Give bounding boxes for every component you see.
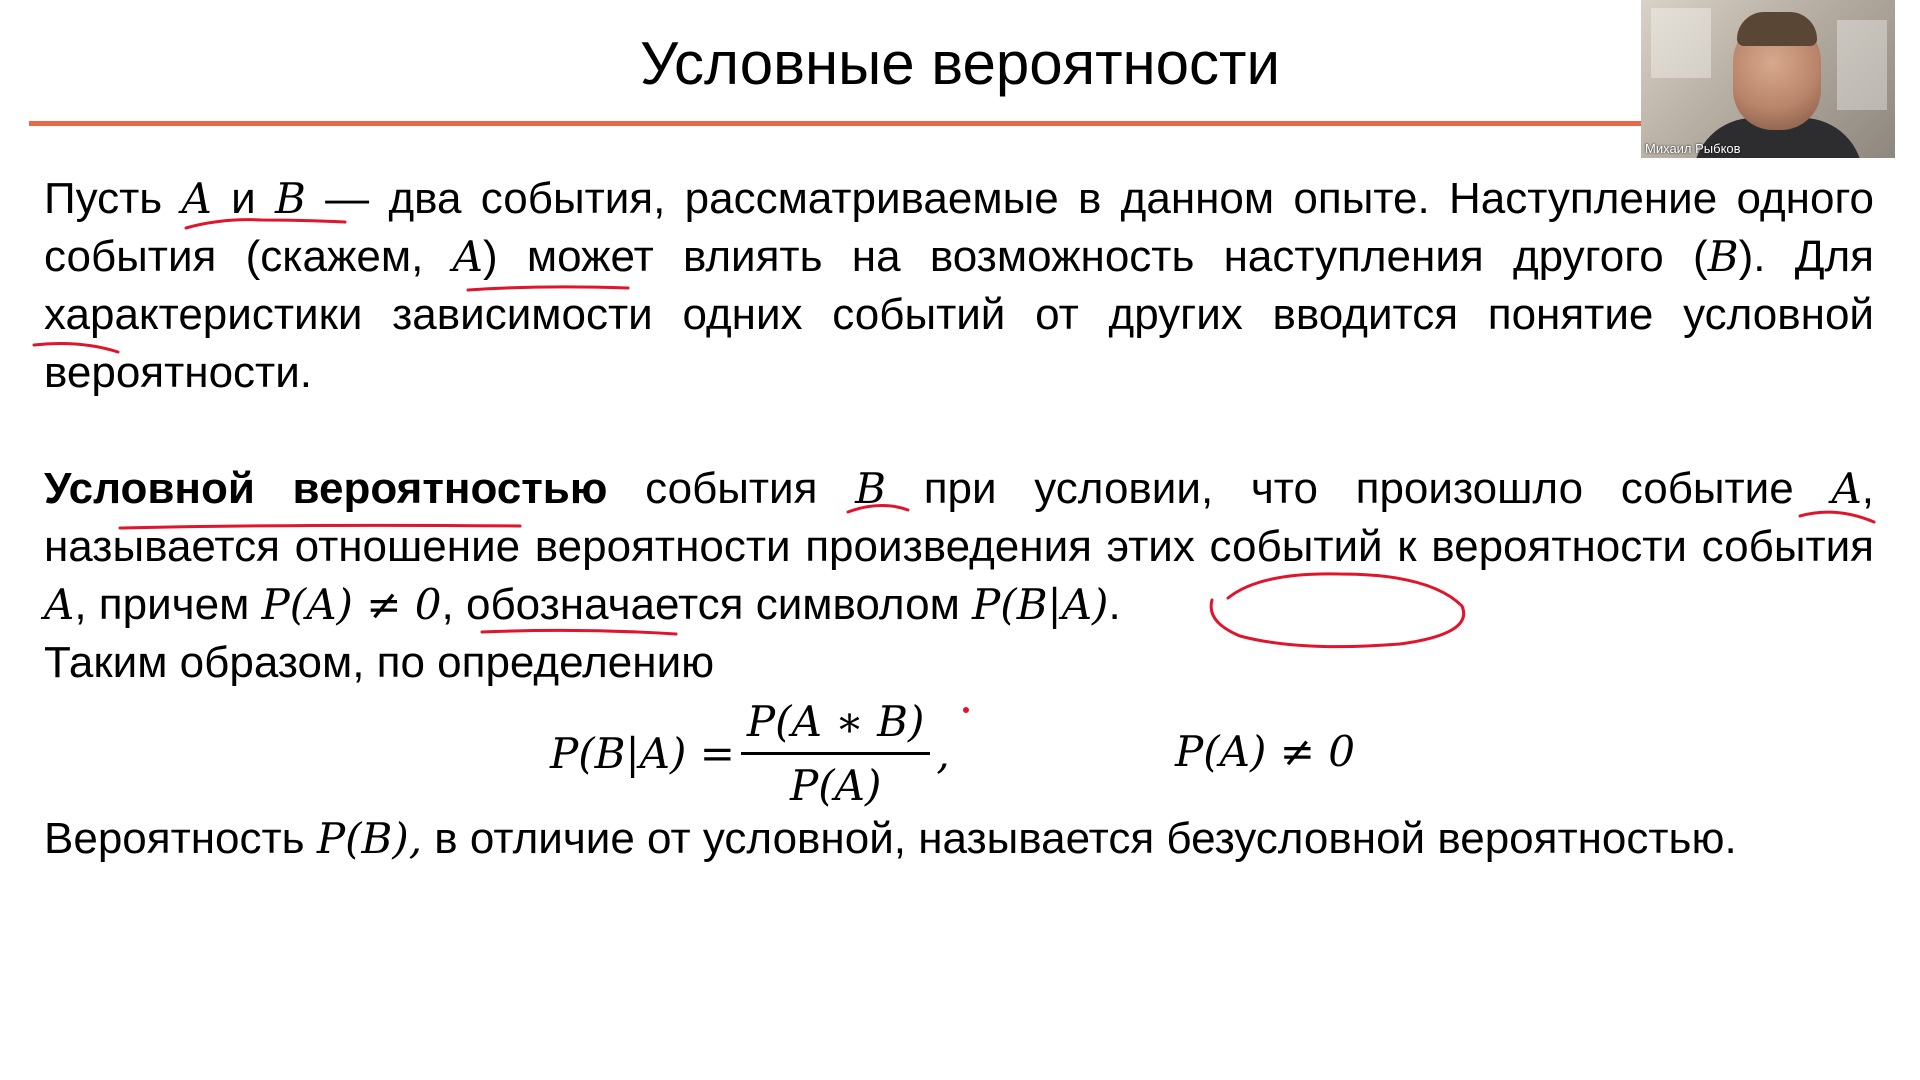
math-b: B bbox=[1707, 232, 1739, 281]
formula-denominator: P(A) bbox=[789, 760, 882, 810]
formula-numerator: P(A ∗ B) bbox=[741, 697, 930, 755]
math-pa-nonzero: P(A) ≠ 0 bbox=[261, 580, 442, 629]
formula-lhs: P(B|A) = bbox=[550, 728, 735, 778]
math-pba: P(B|A) bbox=[972, 580, 1109, 629]
paragraph-thus: Таким образом, по определению bbox=[44, 638, 715, 687]
math-a: A bbox=[452, 232, 483, 281]
webcam-participant-name: Михаил Рыбков bbox=[1645, 141, 1741, 156]
webcam-video[interactable] bbox=[1641, 0, 1895, 158]
title-rule bbox=[29, 121, 1644, 126]
slide-title: Условные вероятности bbox=[639, 30, 1281, 97]
math-pb: P(B), bbox=[316, 814, 423, 863]
formula-condition: P(A) ≠ 0 bbox=[1175, 727, 1355, 776]
paragraph-unconditional: Вероятность P(B), в отличие от условной, называется безусловной вероятностью. bbox=[44, 814, 1737, 863]
paragraph-intro: Пусть A и B — два события, рассматриваемые в данном опыте. Наступление одного события (скажем, A) может влиять на возможность наступления другого (B). Для характеристики зависимости одних событий от других вводится понятие условной вероятности. bbox=[44, 174, 1875, 397]
ink-dot bbox=[965, 709, 968, 712]
formula-comma: , bbox=[936, 728, 950, 778]
paragraph-definition: Условной вероятностью события B при условии, что произошло событие A, называется отношение вероятности произведения этих событий к вероятности события A, причем P(A) ≠ 0, обозначается символом P(B|A). bbox=[44, 464, 1875, 629]
term-conditional-probability: Условной вероятностью bbox=[44, 464, 608, 513]
math-a: A bbox=[1831, 464, 1862, 513]
math-a: A bbox=[44, 580, 75, 629]
math-b: B bbox=[275, 174, 306, 223]
math-a: A bbox=[181, 174, 212, 223]
formula-fraction bbox=[741, 697, 930, 810]
formula-conditional-probability bbox=[550, 688, 950, 818]
math-b: B bbox=[855, 464, 887, 513]
